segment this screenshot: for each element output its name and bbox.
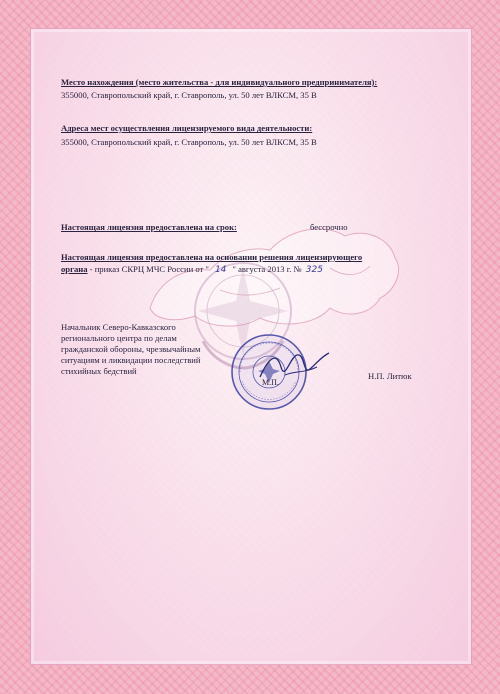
- basis-order-month: " августа 2013 г. №: [232, 264, 302, 274]
- term-label: Настоящая лицензия предоставлена на срок:: [61, 222, 237, 232]
- basis-order-prefix: - приказ СКРЦ МЧС России от ": [87, 264, 209, 274]
- position-line: гражданской обороны, чрезвычайным: [61, 344, 201, 354]
- handwritten-signature: [255, 345, 335, 390]
- stamp-mp: М.П.: [262, 378, 279, 387]
- signatory-position: [61, 322, 201, 377]
- location-label: Место нахождения (место жительства - для индивидуального предпринимателя):: [61, 77, 378, 87]
- position-line: ситуациям и ликвидации последствий: [61, 355, 201, 365]
- basis-number: 325: [305, 265, 323, 275]
- basis-day: 14: [214, 265, 227, 275]
- basis-line1: Настоящая лицензия предоставлена на основании решения лицензирующего: [61, 252, 363, 262]
- basis-line2: [61, 264, 327, 276]
- location-value: 355000, Ставропольский край, г. Ставрополь, ул. 50 лет ВЛКСМ, 35 В: [61, 90, 317, 100]
- term-value: бессрочно: [310, 222, 348, 232]
- position-line: Начальник Северо-Кавказского: [61, 322, 176, 332]
- activity-addresses-value: 355000, Ставропольский край, г. Ставрополь, ул. 50 лет ВЛКСМ, 35 В: [61, 137, 317, 147]
- basis-organ: органа: [61, 264, 88, 274]
- position-line: стихийных бедствий: [61, 366, 137, 376]
- position-line: регионального центра по делам: [61, 333, 177, 343]
- activity-addresses-label: Адреса мест осуществления лицензируемого вида деятельности:: [61, 123, 313, 133]
- signatory-name: Н.П. Литюк: [368, 371, 412, 381]
